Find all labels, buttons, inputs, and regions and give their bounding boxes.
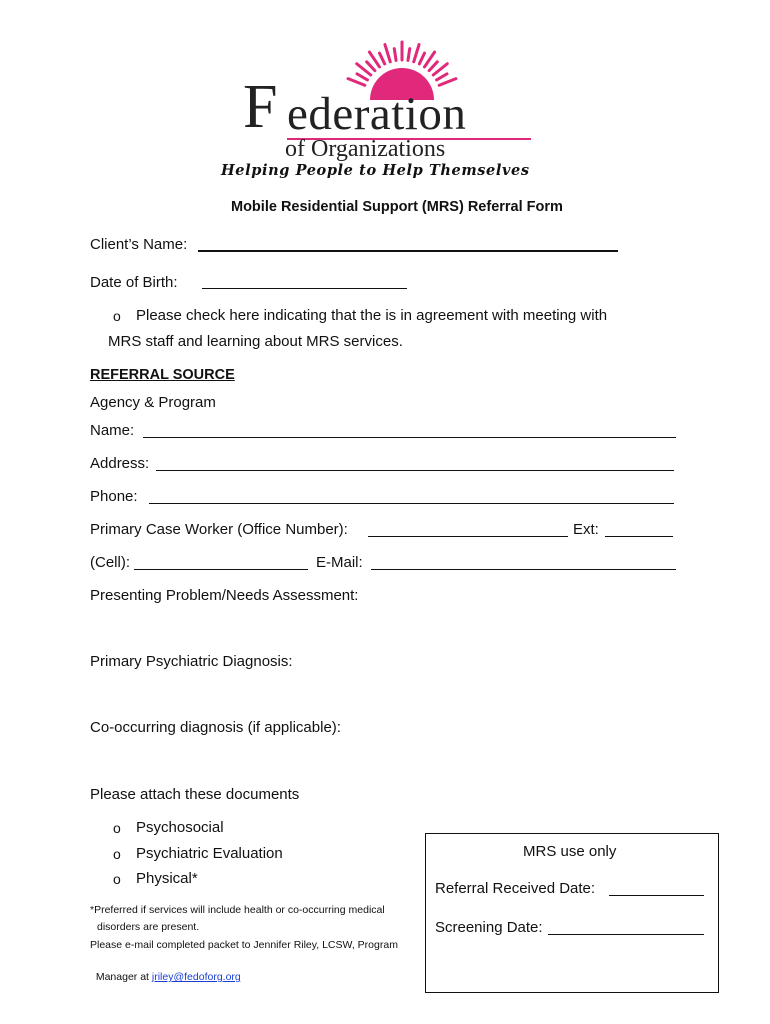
- logo-initial: F: [243, 73, 278, 141]
- email-label: E-Mail:: [316, 554, 363, 571]
- ext-field[interactable]: [605, 536, 673, 537]
- form-title: Mobile Residential Support (MRS) Referral Form: [231, 199, 563, 215]
- attach-item-psychosocial-checkbox[interactable]: o: [113, 820, 121, 836]
- attach-item-psychosocial: Psychosocial: [136, 819, 224, 836]
- client-name-label: Client’s Name:: [90, 236, 188, 253]
- agency-name-field[interactable]: [143, 437, 676, 438]
- attach-item-physical-checkbox[interactable]: o: [113, 871, 121, 887]
- sun-ray: [348, 79, 365, 86]
- agreement-text-line2: MRS staff and learning about MRS services.: [108, 333, 403, 350]
- email-field[interactable]: [371, 569, 676, 570]
- presenting-problem-label: Presenting Problem/Needs Assessment:: [90, 587, 359, 604]
- sun-ray: [394, 49, 396, 61]
- sun-ray: [367, 62, 375, 71]
- contact-email-link[interactable]: jriley@fedoforg.org: [151, 971, 241, 983]
- sun-ray: [439, 79, 456, 86]
- ext-label: Ext:: [573, 521, 599, 538]
- logo-tagline: Helping People to Help Themselves: [221, 162, 530, 179]
- referral-received-label: Referral Received Date:: [435, 880, 596, 897]
- sun-ray: [408, 49, 410, 61]
- sun-ray: [385, 45, 390, 62]
- sun-ray: [429, 62, 437, 71]
- referral-received-field[interactable]: [609, 895, 704, 896]
- name-label: Name:: [90, 422, 135, 439]
- footnote-email-prefix: Manager at: [95, 971, 152, 983]
- attach-documents-label: Please attach these documents: [90, 786, 300, 803]
- cell-field[interactable]: [134, 569, 308, 570]
- sun-ray: [379, 53, 384, 64]
- logo-name: ederation: [287, 88, 467, 140]
- agreement-text-line1: Please check here indicating that the is in agreement with meeting with: [136, 307, 608, 324]
- attach-item-psychiatric-checkbox[interactable]: o: [113, 846, 121, 862]
- address-field[interactable]: [156, 470, 674, 471]
- dob-label: Date of Birth:: [90, 274, 178, 291]
- attach-item-physical: Physical*: [136, 870, 198, 887]
- sun-ray: [414, 45, 419, 62]
- cell-label: (Cell):: [90, 554, 130, 571]
- office-use-box: [425, 833, 719, 993]
- screening-date-label: Screening Date:: [435, 919, 543, 936]
- footnote-line-4: [90, 956, 241, 984]
- cooccurring-diagnosis-label: Co-occurring diagnosis (if applicable):: [90, 719, 341, 736]
- address-label: Address:: [90, 455, 150, 472]
- sun-ray: [357, 74, 367, 80]
- agency-program-label: Agency & Program: [90, 394, 216, 411]
- phone-label: Phone:: [90, 488, 138, 505]
- logo-subname: of Organizations: [285, 136, 446, 162]
- footnote-line-1: *Preferred if services will include health or co-occurring medical: [90, 904, 385, 916]
- agreement-checkbox[interactable]: o: [113, 308, 121, 324]
- case-worker-office-field[interactable]: [368, 536, 568, 537]
- phone-field[interactable]: [149, 503, 674, 504]
- dob-field[interactable]: [202, 288, 407, 289]
- psychiatric-diagnosis-label: Primary Psychiatric Diagnosis:: [90, 653, 293, 670]
- screening-date-field[interactable]: [548, 934, 704, 935]
- organization-logo: [215, 38, 555, 188]
- client-name-field[interactable]: [198, 250, 618, 252]
- footnote-line-2: disorders are present.: [97, 921, 200, 933]
- referral-source-heading: REFERRAL SOURCE: [90, 367, 235, 383]
- case-worker-label: Primary Case Worker (Office Number):: [90, 521, 348, 538]
- office-use-title: MRS use only: [523, 843, 617, 860]
- sun-ray: [437, 74, 447, 80]
- attach-item-psychiatric-evaluation: Psychiatric Evaluation: [136, 845, 283, 862]
- sun-ray: [419, 53, 424, 64]
- footnote-line-3: Please e-mail completed packet to Jennifer Riley, LCSW, Program: [90, 939, 398, 951]
